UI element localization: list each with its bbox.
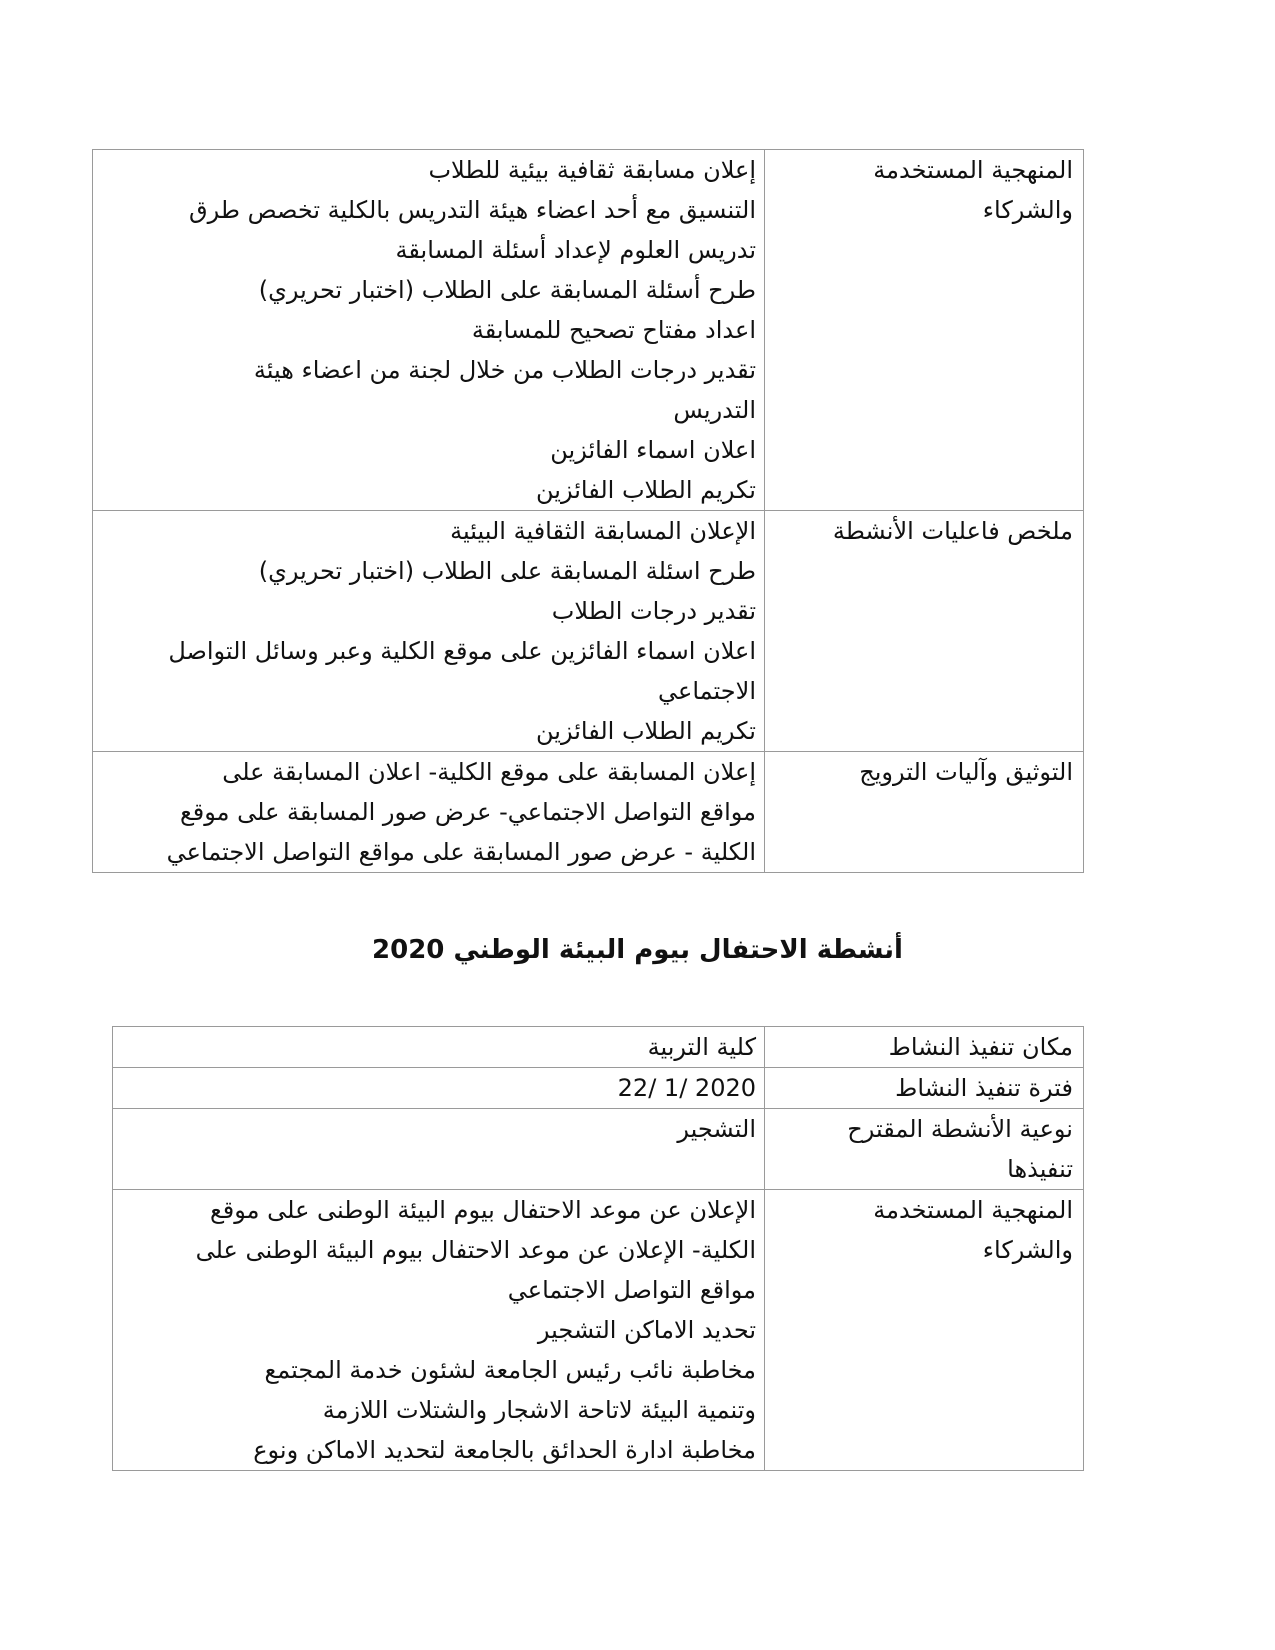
row-value-period (113, 1068, 765, 1109)
label-line: مكان تنفيذ النشاط (888, 1033, 1073, 1061)
row-label-summary (765, 511, 1084, 752)
value-line: مواقع التواصل الاجتماعي (507, 1276, 756, 1304)
table-row (113, 1190, 1084, 1471)
value-line: الإعلان عن موعد الاحتفال بيوم البيئة الوطنى على موقع (210, 1196, 756, 1224)
value-line: تقدير درجات الطلاب من خلال لجنة من اعضاء هيئة (253, 356, 756, 384)
value-line: 2020 /1 /22 (617, 1074, 756, 1102)
value-line: إعلان مسابقة ثقافية بيئية للطلاب (428, 156, 756, 184)
value-line: التشجير (677, 1115, 756, 1143)
value-line: الكلية- الإعلان عن موعد الاحتفال بيوم البيئة الوطنى على (195, 1236, 756, 1264)
activity-table-1 (92, 149, 1084, 873)
row-label-activity-type (765, 1109, 1084, 1190)
value-line: الكلية - عرض صور المسابقة على مواقع التواصل الاجتماعي (166, 838, 756, 866)
label-line: المنهجية المستخدمة (873, 1196, 1073, 1224)
table-row (93, 150, 1084, 511)
value-line: التدريس (673, 396, 756, 424)
value-line: طرح اسئلة المسابقة على الطلاب (اختبار تحريري) (258, 557, 756, 585)
row-value-location (113, 1027, 765, 1068)
row-value-methodology (93, 150, 765, 511)
label-line: تنفيذها (1007, 1155, 1073, 1183)
row-label-methodology (765, 150, 1084, 511)
label-line: المنهجية المستخدمة (873, 156, 1073, 184)
activity-table-2 (112, 1026, 1084, 1471)
value-line: تكريم الطلاب الفائزين (536, 476, 756, 504)
table-row (93, 511, 1084, 752)
table-row (93, 752, 1084, 873)
row-value-documentation (93, 752, 765, 873)
value-line: تدريس العلوم لإعداد أسئلة المسابقة (395, 236, 756, 264)
table-row (113, 1109, 1084, 1190)
table-row (113, 1068, 1084, 1109)
value-line: تحديد الاماكن التشجير (537, 1316, 756, 1344)
row-label-documentation (765, 752, 1084, 873)
row-value-activity-type (113, 1109, 765, 1190)
value-line: مخاطبة ادارة الحدائق بالجامعة لتحديد الاماكن ونوع (253, 1436, 756, 1464)
value-line: تكريم الطلاب الفائزين (536, 717, 756, 745)
value-line: الإعلان المسابقة الثقافية البيئية (450, 517, 756, 545)
value-line: اعلان اسماء الفائزين (550, 436, 756, 464)
label-line: والشركاء (982, 196, 1073, 224)
row-label-period (765, 1068, 1084, 1109)
label-line: فترة تنفيذ النشاط (895, 1074, 1073, 1102)
label-line: ملخص فاعليات الأنشطة (832, 517, 1073, 545)
row-label-location (765, 1027, 1084, 1068)
value-line: اعداد مفتاح تصحيح للمسابقة (471, 316, 756, 344)
row-label-methodology (765, 1190, 1084, 1471)
value-line: مخاطبة نائب رئيس الجامعة لشئون خدمة المجتمع (264, 1356, 756, 1384)
row-value-methodology (113, 1190, 765, 1471)
table-row (113, 1027, 1084, 1068)
value-line: التنسيق مع أحد اعضاء هيئة التدريس بالكلية تخصص طرق (189, 196, 756, 224)
table-body (93, 150, 1084, 873)
row-value-summary (93, 511, 765, 752)
value-line: طرح أسئلة المسابقة على الطلاب (اختبار تحريري) (258, 276, 756, 304)
value-line: إعلان المسابقة على موقع الكلية- اعلان المسابقة على (222, 758, 756, 786)
value-line: تقدير درجات الطلاب (551, 597, 756, 625)
table-body (113, 1027, 1084, 1471)
value-line: وتنمية البيئة لاتاحة الاشجار والشتلات اللازمة (322, 1396, 756, 1424)
label-line: والشركاء (982, 1236, 1073, 1264)
value-line: الاجتماعي (658, 677, 756, 705)
label-line: التوثيق وآليات الترويج (859, 758, 1073, 786)
value-line: كلية التربية (647, 1033, 756, 1061)
section-heading: أنشطة الاحتفال بيوم البيئة الوطني 2020 (372, 935, 903, 965)
value-line: اعلان اسماء الفائزين على موقع الكلية وعبر وسائل التواصل (168, 637, 756, 665)
value-line: مواقع التواصل الاجتماعي- عرض صور المسابقة على موقع (180, 798, 756, 826)
label-line: نوعية الأنشطة المقترح (847, 1115, 1073, 1143)
